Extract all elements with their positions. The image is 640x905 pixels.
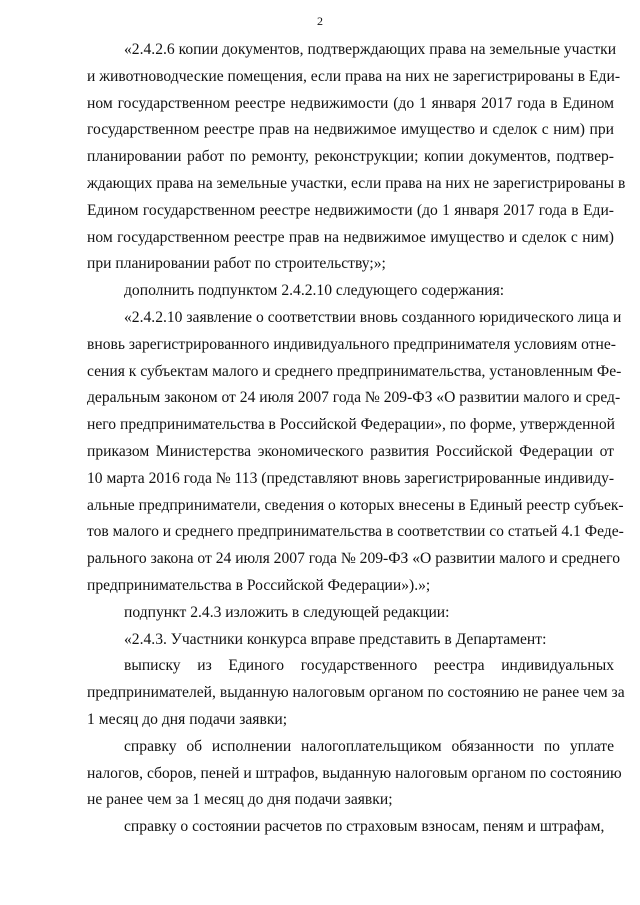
paragraph-line: предпринимательства в Российской Федерации»).»; <box>87 576 431 594</box>
paragraph-line: деральным законом от 24 июля 2007 года № 209-ФЗ «О развитии малого и сред- <box>87 389 621 407</box>
paragraph-line: справку об исполнении налогоплательщиком обязанности по уплате <box>124 737 614 755</box>
paragraph-line: подпункт 2.4.3 изложить в следующей редакции: <box>124 603 450 621</box>
paragraph-line: альные предприниматели, сведения о которых внесены в Единый реестр субъек- <box>87 496 624 514</box>
paragraph-line: Едином государственном реестре недвижимости (до 1 января 2017 года в Еди- <box>87 201 614 219</box>
paragraph <box>87 305 624 600</box>
paragraph-line: государственном реестре прав на недвижимое имущество и сделок с ним) при <box>87 121 614 139</box>
paragraph-line: вновь зарегистрированного индивидуального предпринимателя условиям отне- <box>87 335 616 353</box>
paragraph-line: «2.4.2.10 заявление о соответствии вновь созданного юридического лица и <box>124 308 622 326</box>
document-body <box>87 37 626 841</box>
paragraph-line: приказом Министерства экономического развития Российской Федерации от <box>87 442 614 460</box>
paragraph <box>87 814 614 841</box>
paragraph-line: тов малого и среднего предпринимательства в соответствии со статьей 4.1 Феде- <box>87 523 624 541</box>
paragraph-line: 10 марта 2016 года № 113 (представляют вновь зарегистрированные индивиду- <box>87 469 615 487</box>
paragraph-line: предпринимателей, выданную налоговым органом по состоянию не ранее чем за <box>87 684 625 702</box>
paragraph-line: 1 месяц до дня подачи заявки; <box>87 710 288 728</box>
paragraph-line: ном государственном реестре недвижимости (до 1 января 2017 года в Едином <box>87 94 614 112</box>
paragraph <box>87 600 614 627</box>
paragraph-line: планировании работ по ремонту, реконструкции; копии документов, подтвер- <box>87 148 614 166</box>
paragraph <box>87 278 614 305</box>
paragraph-line: выписку из Единого государственного реестра индивидуальных <box>124 657 614 675</box>
paragraph <box>87 653 625 733</box>
paragraph-line: рального закона от 24 июля 2007 года № 209-ФЗ «О развитии малого и среднего <box>87 550 620 568</box>
paragraph-line: «2.4.3. Участники конкурса вправе представить в Департамент: <box>124 630 547 648</box>
paragraph <box>87 734 622 814</box>
paragraph-line: не ранее чем за 1 месяц до дня подачи заявки; <box>87 791 393 809</box>
paragraph-line: сения к субъектам малого и среднего предпринимательства, установленным Фе- <box>87 362 622 380</box>
paragraph-line: дополнить подпунктом 2.4.2.10 следующего содержания: <box>124 282 505 300</box>
paragraph <box>87 37 626 278</box>
paragraph-line: и животноводческие помещения, если права на них не зарегистрированы в Еди- <box>87 67 621 85</box>
paragraph-line: «2.4.2.6 копии документов, подтверждающих права на земельные участки <box>124 41 617 58</box>
paragraph-line: ждающих права на земельные участки, если права на них не зарегистрированы в <box>87 174 626 192</box>
paragraph-line: справку о состоянии расчетов по страховым взносам, пеням и штрафам, <box>124 818 605 836</box>
page-number: 2 <box>317 14 323 28</box>
paragraph <box>87 627 614 654</box>
paragraph-line: него предпринимательства в Российской Федерации», по форме, утвержденной <box>87 416 615 434</box>
paragraph-line: ном государственном реестре прав на недвижимое имущество и сделок с ним) <box>87 228 614 246</box>
paragraph-line: при планировании работ по строительству;»; <box>87 255 386 273</box>
paragraph-line: налогов, сборов, пеней и штрафов, выданную налоговым органом по состоянию <box>87 764 622 782</box>
